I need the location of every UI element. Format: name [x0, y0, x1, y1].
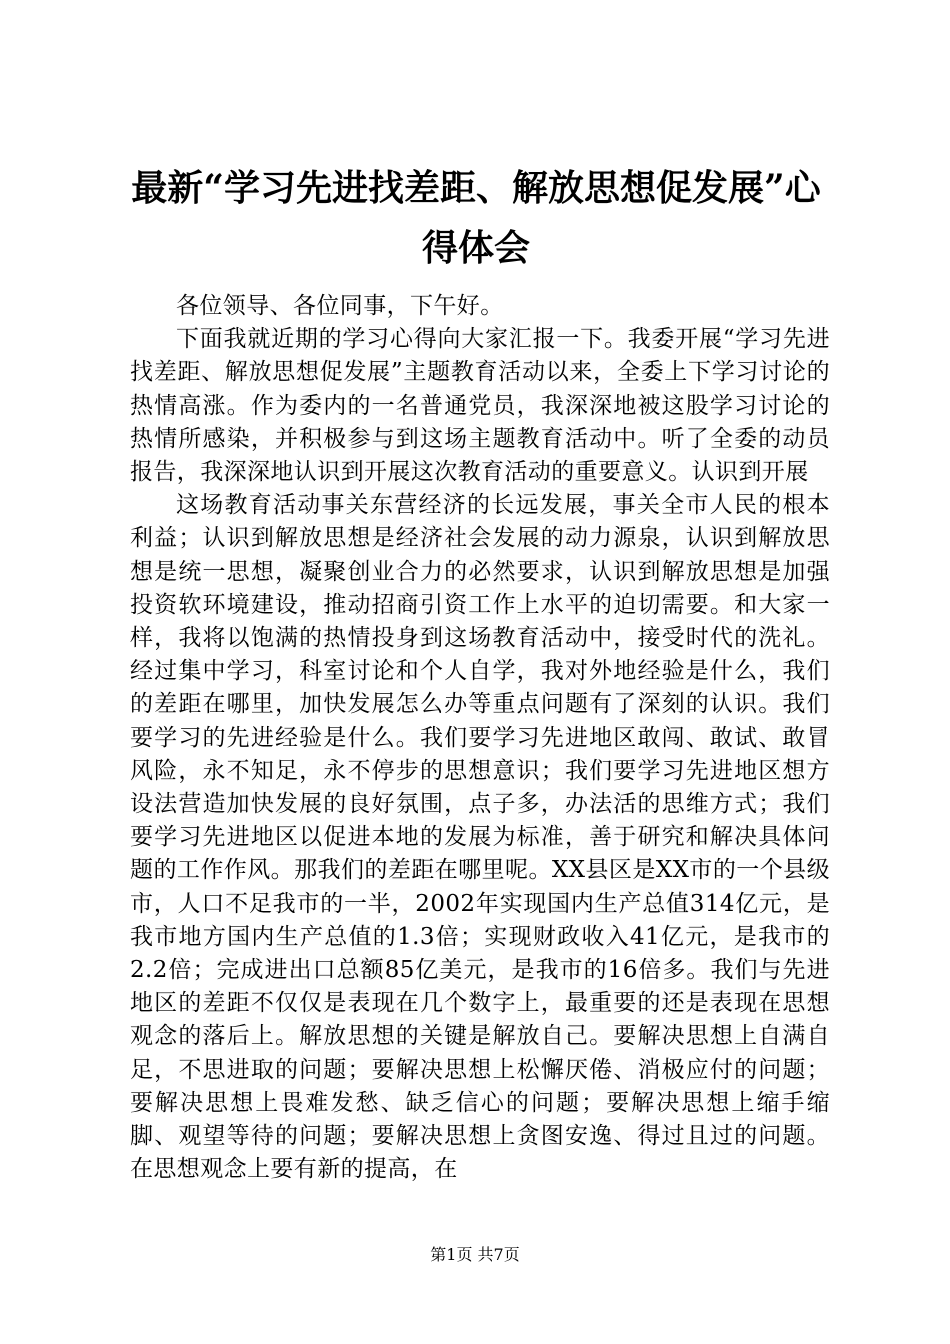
title-line-1: 最新“学习先进找差距、解放思想促发展”心: [131, 167, 821, 209]
paragraph-intro: 下面我就近期的学习心得向大家汇报一下。我委开展“学习先进找差距、解放思想促发展”主题教育活动以来，全委上下学习讨论的热情高涨。作为委内的一名普通党员，我深深地被这股学习讨论的热情所感染，并积极参与到这场主题教育活动中。听了全委的动员报告，我深深地认识到开展这次教育活动的重要意义。认识到开展: [130, 326, 830, 486]
page-number-footer: 第1页 共7页: [430, 1245, 520, 1264]
document-title: [120, 158, 832, 278]
paragraph-greeting: 各位领导、各位同事，下午好。: [176, 293, 504, 319]
paragraph-main: 这场教育活动事关东营经济的长远发展，事关全市人民的根本利益；认识到解放思想是经济社会发展的动力源泉，认识到解放思想是统一思想，凝聚创业合力的必然要求，认识到解放思想是加强投资软环境建设，推动招商引资工作上水平的迫切需要。和大家一样，我将以饱满的热情投身到这场教育活动中，接受时代的洗礼。经过集中学习，科室讨论和个人自学，我对外地经验是什么，我们的差距在哪里，加快发展怎么办等重点问题有了深刻的认识。我们要学习的先进经验是什么。我们要学习先进地区敢闯、敢试、敢冒风险，永不知足，永不停步的思想意识；我们要学习先进地区想方设法营造加快发展的良好氛围，点子多，办法活的思维方式；我们要学习先进地区以促进本地的发展为标准，善于研究和解决具体问题的工作作风。那我们的差距在哪里呢。XX县区是XX市的一个县级市，人口不足我市的一半，2002年实现国内生产总值314亿元，是我市地方国内生产总值的1.3倍；实现财政收入41亿元，是我市的2.2倍；完成进出口总额85亿美元，是我市的16倍多。我们与先进地区的差距不仅仅是表现在几个数字上，最重要的还是表现在思想观念的落后上。解放思想的关键是解放自己。要解决思想上自满自足，不思进取的问题；要解决思想上松懈厌倦、消极应付的问题；要解决思想上畏难发愁、缺乏信心的问题；要解决思想上缩手缩脚、观望等待的问题；要解决思想上贪图安逸、得过且过的问题。在思想观念上要有新的提高，在: [130, 492, 830, 1183]
document-body: [130, 290, 830, 1186]
title-line-2: 得体会: [421, 227, 530, 269]
